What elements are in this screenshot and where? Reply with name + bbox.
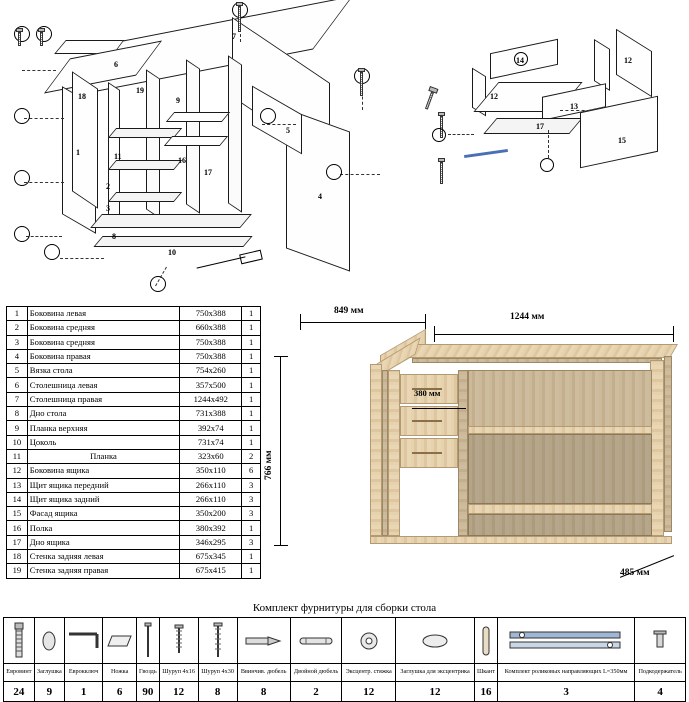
part-name: Боковина правая bbox=[27, 349, 179, 363]
part-size: 266х110 bbox=[180, 492, 242, 506]
part-number: 13 bbox=[7, 478, 28, 492]
part-name: Вязка стола bbox=[27, 364, 179, 378]
hw-icon-cell bbox=[342, 618, 396, 664]
part-name: Цоколь bbox=[27, 435, 179, 449]
part-qty: 1 bbox=[242, 421, 261, 435]
part-label-3: 3 bbox=[106, 204, 110, 213]
part-number: 6 bbox=[7, 378, 28, 392]
hw-icon-cell bbox=[635, 618, 686, 664]
part-name: Планка верхняя bbox=[27, 421, 179, 435]
hw-qty: 2 bbox=[290, 682, 342, 702]
part-size: 660x388 bbox=[180, 321, 242, 335]
part-name: Стенка задняя левая bbox=[27, 550, 179, 564]
dimension-top-right: 1244 мм bbox=[510, 312, 545, 322]
part-number: 2 bbox=[7, 321, 28, 335]
part-name: Столешница левая bbox=[27, 378, 179, 392]
hw-name: Заглушка для эксцентрика bbox=[396, 664, 475, 682]
part-size: 750x388 bbox=[180, 307, 242, 321]
part-qty: 3 bbox=[242, 492, 261, 506]
screw-4x30-icon bbox=[212, 621, 224, 661]
part-name: Дно стола bbox=[27, 407, 179, 421]
dimension-height: 766 мм bbox=[264, 450, 274, 480]
part-label-5: 5 bbox=[286, 126, 290, 135]
table-row bbox=[7, 492, 261, 506]
part-size: 750x388 bbox=[180, 335, 242, 349]
part-number: 12 bbox=[7, 464, 28, 478]
table-row bbox=[7, 335, 261, 349]
table-row bbox=[7, 435, 261, 449]
part-qty: 6 bbox=[242, 464, 261, 478]
hw-name: Подкодержатель bbox=[635, 664, 686, 682]
table-row bbox=[7, 464, 261, 478]
part-number: 16 bbox=[7, 521, 28, 535]
part-qty: 1 bbox=[242, 378, 261, 392]
table-row bbox=[7, 321, 261, 335]
hw-name: Шкант bbox=[475, 664, 498, 682]
nail-icon bbox=[142, 621, 154, 661]
part-size: 754x260 bbox=[180, 364, 242, 378]
hw-qty: 3 bbox=[497, 682, 634, 702]
part-label-7: 7 bbox=[232, 32, 236, 41]
hardware-icons-row bbox=[4, 618, 686, 664]
part-name: Боковина средняя bbox=[27, 335, 179, 349]
part-size: 346x295 bbox=[180, 535, 242, 549]
part-name: Планка bbox=[27, 449, 179, 463]
part-qty: 1 bbox=[242, 321, 261, 335]
part-qty: 3 bbox=[242, 478, 261, 492]
part-qty: 3 bbox=[242, 507, 261, 521]
callout-hardware bbox=[14, 226, 30, 242]
part-qty: 1 bbox=[242, 349, 261, 363]
callout-hardware bbox=[540, 158, 554, 172]
part-name: Стенка задняя правая bbox=[27, 564, 179, 578]
part-number: 15 bbox=[7, 507, 28, 521]
dimension-depth: 485 мм bbox=[620, 568, 650, 578]
foot-icon bbox=[105, 632, 135, 650]
part-number: 9 bbox=[7, 421, 28, 435]
hw-icon-cell bbox=[198, 618, 237, 664]
part-label-10: 10 bbox=[168, 248, 176, 257]
hw-qty: 6 bbox=[103, 682, 137, 702]
hardware-kit-table bbox=[3, 617, 686, 702]
callout-hardware bbox=[150, 276, 166, 292]
callout-hardware bbox=[14, 108, 30, 124]
euro-screw-icon bbox=[9, 621, 29, 661]
dimension-inner: 380 мм bbox=[414, 388, 441, 398]
part-number: 14 bbox=[7, 492, 28, 506]
part-qty: 1 bbox=[242, 407, 261, 421]
assembled-desk-view bbox=[262, 300, 686, 600]
hw-icon-cell bbox=[237, 618, 290, 664]
hw-qty: 24 bbox=[4, 682, 35, 702]
part-label-9: 9 bbox=[176, 96, 180, 105]
part-label-1: 1 bbox=[76, 148, 80, 157]
part-qty: 1 bbox=[242, 364, 261, 378]
cam-cap-icon bbox=[420, 633, 450, 649]
hw-qty: 90 bbox=[137, 682, 160, 702]
table-row bbox=[7, 421, 261, 435]
hw-qty: 12 bbox=[396, 682, 475, 702]
hw-qty: 1 bbox=[64, 682, 102, 702]
part-size: 380x392 bbox=[180, 521, 242, 535]
part-name: Дно ящика bbox=[27, 535, 179, 549]
part-number: 5 bbox=[7, 364, 28, 378]
hw-icon-cell bbox=[475, 618, 498, 664]
part-number: 4 bbox=[7, 349, 28, 363]
part-number: 8 bbox=[7, 407, 28, 421]
part-size: 323x60 bbox=[180, 449, 242, 463]
cam-lock-icon bbox=[358, 629, 380, 653]
part-qty: 1 bbox=[242, 307, 261, 321]
hw-qty: 8 bbox=[237, 682, 290, 702]
part-number: 7 bbox=[7, 392, 28, 406]
table-row bbox=[7, 392, 261, 406]
hw-icon-cell bbox=[103, 618, 137, 664]
part-name: Столешница правая bbox=[27, 392, 179, 406]
euro-key-icon bbox=[67, 630, 101, 652]
part-number: 10 bbox=[7, 435, 28, 449]
part-number: 1 bbox=[7, 307, 28, 321]
part-qty: 1 bbox=[242, 564, 261, 578]
part-label-19: 19 bbox=[136, 86, 144, 95]
screw-in-dowel-icon bbox=[244, 633, 284, 649]
cap-icon bbox=[39, 630, 59, 652]
part-size: 350x110 bbox=[180, 464, 242, 478]
exploded-view-cabinet bbox=[0, 0, 430, 295]
hw-name: Гвоздь bbox=[137, 664, 160, 682]
part-label-11: 11 bbox=[114, 152, 122, 161]
part-name: Щит ящика задний bbox=[27, 492, 179, 506]
part-label-4: 4 bbox=[318, 192, 322, 201]
hw-icon-cell bbox=[4, 618, 35, 664]
hw-name: Двойной дюбель bbox=[290, 664, 342, 682]
table-row bbox=[7, 407, 261, 421]
callout-hardware bbox=[326, 164, 342, 180]
part-name: Боковина левая bbox=[27, 307, 179, 321]
part-label-8: 8 bbox=[112, 232, 116, 241]
part-size: 350x200 bbox=[180, 507, 242, 521]
table-row bbox=[7, 550, 261, 564]
hw-name: Комплект роликовых направляющих L=350мм bbox=[497, 664, 634, 682]
part-label-13: 13 bbox=[570, 102, 578, 111]
callout-hardware bbox=[14, 170, 30, 186]
hw-name: Заглушка bbox=[34, 664, 64, 682]
table-row bbox=[7, 535, 261, 549]
hw-name: Шуруп 4х30 bbox=[198, 664, 237, 682]
part-label-14: 14 bbox=[516, 56, 524, 65]
part-qty: 3 bbox=[242, 535, 261, 549]
hw-icon-cell bbox=[290, 618, 342, 664]
table-row bbox=[7, 564, 261, 578]
part-qty: 1 bbox=[242, 521, 261, 535]
part-size: 750x388 bbox=[180, 349, 242, 363]
part-label-16: 16 bbox=[178, 156, 186, 165]
dimension-top-left: 849 мм bbox=[334, 306, 364, 316]
part-qty: 1 bbox=[242, 335, 261, 349]
hw-qty: 16 bbox=[475, 682, 498, 702]
double-dowel-icon bbox=[296, 633, 336, 649]
parts-specification-table bbox=[6, 306, 261, 579]
part-label-12a: 12 bbox=[490, 92, 498, 101]
callout-hardware bbox=[44, 244, 60, 260]
part-name: Боковина ящика bbox=[27, 464, 179, 478]
table-row bbox=[7, 378, 261, 392]
callout-hardware bbox=[432, 128, 446, 142]
part-label-6: 6 bbox=[114, 60, 118, 69]
exploded-view-drawer bbox=[430, 30, 689, 220]
part-name: Полка bbox=[27, 521, 179, 535]
part-size: 1244x492 bbox=[180, 392, 242, 406]
part-number: 3 bbox=[7, 335, 28, 349]
callout-hardware bbox=[260, 108, 276, 124]
part-qty: 2 bbox=[242, 449, 261, 463]
part-number: 11 bbox=[7, 449, 28, 463]
shelf-support-icon bbox=[651, 630, 669, 652]
hw-qty: 8 bbox=[198, 682, 237, 702]
part-label-17b: 17 bbox=[536, 122, 544, 131]
table-row bbox=[7, 449, 261, 463]
table-row bbox=[7, 349, 261, 363]
hw-icon-cell bbox=[159, 618, 198, 664]
hw-icon-cell bbox=[497, 618, 634, 664]
hardware-section-title: Комплект фурнитуры для сборки стола bbox=[252, 602, 437, 614]
part-qty: 1 bbox=[242, 392, 261, 406]
part-size: 675x415 bbox=[180, 564, 242, 578]
hw-icon-cell bbox=[34, 618, 64, 664]
part-name: Боковина средняя bbox=[27, 321, 179, 335]
part-size: 357x500 bbox=[180, 378, 242, 392]
hw-qty: 12 bbox=[159, 682, 198, 702]
table-row bbox=[7, 307, 261, 321]
part-number: 18 bbox=[7, 550, 28, 564]
hw-name: Шуруп 4х16 bbox=[159, 664, 198, 682]
part-size: 675x345 bbox=[180, 550, 242, 564]
part-label-2: 2 bbox=[106, 182, 110, 191]
table-row bbox=[7, 507, 261, 521]
part-size: 392x74 bbox=[180, 421, 242, 435]
dowel-icon bbox=[479, 624, 493, 658]
part-label-12b: 12 bbox=[624, 56, 632, 65]
hw-icon-cell bbox=[137, 618, 160, 664]
part-label-17: 17 bbox=[204, 168, 212, 177]
part-qty: 1 bbox=[242, 435, 261, 449]
hw-name: Ножка bbox=[103, 664, 137, 682]
hw-name: Евровинт bbox=[4, 664, 35, 682]
hw-icon-cell bbox=[64, 618, 102, 664]
part-size: 266х110 bbox=[180, 478, 242, 492]
part-name: Щит ящика передний bbox=[27, 478, 179, 492]
hw-qty: 12 bbox=[342, 682, 396, 702]
part-label-15: 15 bbox=[618, 136, 626, 145]
table-row bbox=[7, 521, 261, 535]
table-row bbox=[7, 364, 261, 378]
part-name: Фасад ящика bbox=[27, 507, 179, 521]
table-row bbox=[7, 478, 261, 492]
hw-name: Эксцентр. стяжка bbox=[342, 664, 396, 682]
hw-name: Еврокключ bbox=[64, 664, 102, 682]
hw-qty: 9 bbox=[34, 682, 64, 702]
hardware-qty-row bbox=[4, 682, 686, 702]
hw-icon-cell bbox=[396, 618, 475, 664]
part-qty: 1 bbox=[242, 550, 261, 564]
hardware-names-row bbox=[4, 664, 686, 682]
hw-name: Ввинчив. дюбель bbox=[237, 664, 290, 682]
part-number: 19 bbox=[7, 564, 28, 578]
screw-4x16-icon bbox=[173, 623, 185, 659]
part-size: 731x388 bbox=[180, 407, 242, 421]
drawer-slide-icon bbox=[506, 628, 626, 654]
part-number: 17 bbox=[7, 535, 28, 549]
hw-qty: 4 bbox=[635, 682, 686, 702]
part-size: 731x74 bbox=[180, 435, 242, 449]
part-label-18: 18 bbox=[78, 92, 86, 101]
